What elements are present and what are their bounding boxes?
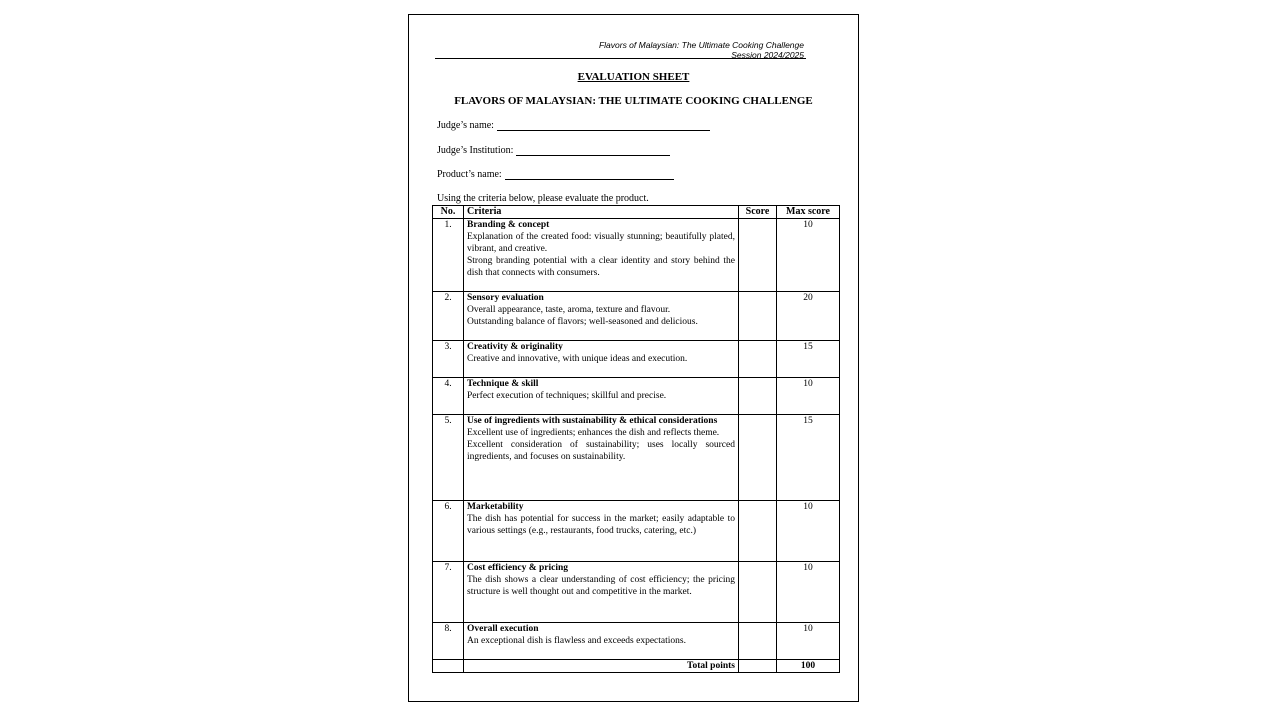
criteria-cell [464,378,739,415]
criteria-name: Technique & skill [467,379,539,389]
max-score-cell: 15 [777,415,840,501]
score-cell[interactable] [739,378,777,415]
total-score-cell[interactable] [739,660,777,673]
header-criteria: Criteria [464,206,739,219]
judge-name-field[interactable] [437,120,710,131]
criteria-name: Use of ingredients with sustainability & ethical considerations [467,416,718,426]
judge-institution-blank[interactable] [516,145,670,156]
max-score-cell: 10 [777,219,840,292]
table-row [433,341,840,378]
score-cell[interactable] [739,415,777,501]
product-name-label: Product’s name: [437,169,502,180]
row-number: 4. [433,378,464,415]
criteria-description: Excellent consideration of sustainability; uses locally sourced ingredients, and focuses on sustainability. [467,440,735,462]
criteria-description: Explanation of the created food: visually stunning; beautifully plated, vibrant, and creative. [467,232,735,254]
score-cell[interactable] [739,623,777,660]
max-score-cell: 15 [777,341,840,378]
header-max-score: Max score [777,206,840,219]
criteria-name: Branding & concept [467,220,550,230]
criteria-description: The dish shows a clear understanding of cost efficiency; the pricing structure is well thought out and competitive in the market. [467,575,735,597]
total-max-score: 100 [777,660,840,673]
instruction-text: Using the criteria below, please evaluate the product. [437,193,649,204]
criteria-table [432,205,840,673]
table-row [433,501,840,562]
row-number: 2. [433,292,464,341]
criteria-description: Strong branding potential with a clear identity and story behind the dish that connects with consumers. [467,256,735,278]
header-event-name: Flavors of Malaysian: The Ultimate Cooking Challenge [598,40,804,50]
score-cell[interactable] [739,562,777,623]
criteria-cell [464,501,739,562]
criteria-cell [464,623,739,660]
criteria-description: Creative and innovative, with unique ideas and execution. [467,354,688,364]
criteria-description: The dish has potential for success in the market; easily adaptable to various settings (e.g., restaurants, food trucks, catering, etc.) [467,514,735,536]
max-score-cell: 10 [777,623,840,660]
criteria-description: Outstanding balance of flavors; well-seasoned and delicious. [467,317,698,327]
criteria-cell [464,562,739,623]
row-number: 1. [433,219,464,292]
criteria-name: Cost efficiency & pricing [467,563,569,573]
max-score-cell: 10 [777,562,840,623]
criteria-description: Excellent use of ingredients; enhances the dish and reflects theme. [467,428,720,438]
criteria-cell [464,415,739,501]
criteria-description: An exceptional dish is flawless and exceeds expectations. [467,636,686,646]
product-name-blank[interactable] [505,169,674,180]
score-cell[interactable] [739,341,777,378]
table-row [433,562,840,623]
table-row [433,219,840,292]
max-score-cell: 10 [777,501,840,562]
table-row [433,292,840,341]
criteria-name: Creativity & originality [467,342,563,352]
criteria-description: Perfect execution of techniques; skillful and precise. [467,391,667,401]
table-row [433,378,840,415]
criteria-cell [464,219,739,292]
criteria-cell [464,292,739,341]
criteria-name: Sensory evaluation [467,293,544,303]
event-title: FLAVORS OF MALAYSIAN: THE ULTIMATE COOKING CHALLENGE [454,95,813,107]
row-number: 8. [433,623,464,660]
criteria-description: Overall appearance, taste, aroma, texture and flavour. [467,305,671,315]
row-number: 6. [433,501,464,562]
max-score-cell: 20 [777,292,840,341]
evaluation-sheet-page [408,14,859,702]
judge-name-blank[interactable] [497,120,710,131]
total-points-label: Total points [464,660,739,673]
score-cell[interactable] [739,501,777,562]
row-number: 5. [433,415,464,501]
table-row [433,415,840,501]
criteria-cell [464,341,739,378]
max-score-cell: 10 [777,378,840,415]
criteria-name: Marketability [467,502,524,512]
score-cell[interactable] [739,292,777,341]
score-cell[interactable] [739,219,777,292]
judge-institution-label: Judge’s Institution: [437,145,514,156]
judge-name-label: Judge’s name: [437,120,494,131]
row-number: 3. [433,341,464,378]
header-divider [435,58,806,59]
header-session: Session 2024/2025 [731,50,804,60]
table-row [433,623,840,660]
total-number-cell [433,660,464,673]
total-row [433,660,840,673]
table-header-row [433,206,840,219]
judge-institution-field[interactable] [437,145,670,156]
row-number: 7. [433,562,464,623]
criteria-name: Overall execution [467,624,539,634]
sheet-title: EVALUATION SHEET [577,71,690,83]
header-score: Score [739,206,777,219]
product-name-field[interactable] [437,169,674,180]
header-no: No. [433,206,464,219]
